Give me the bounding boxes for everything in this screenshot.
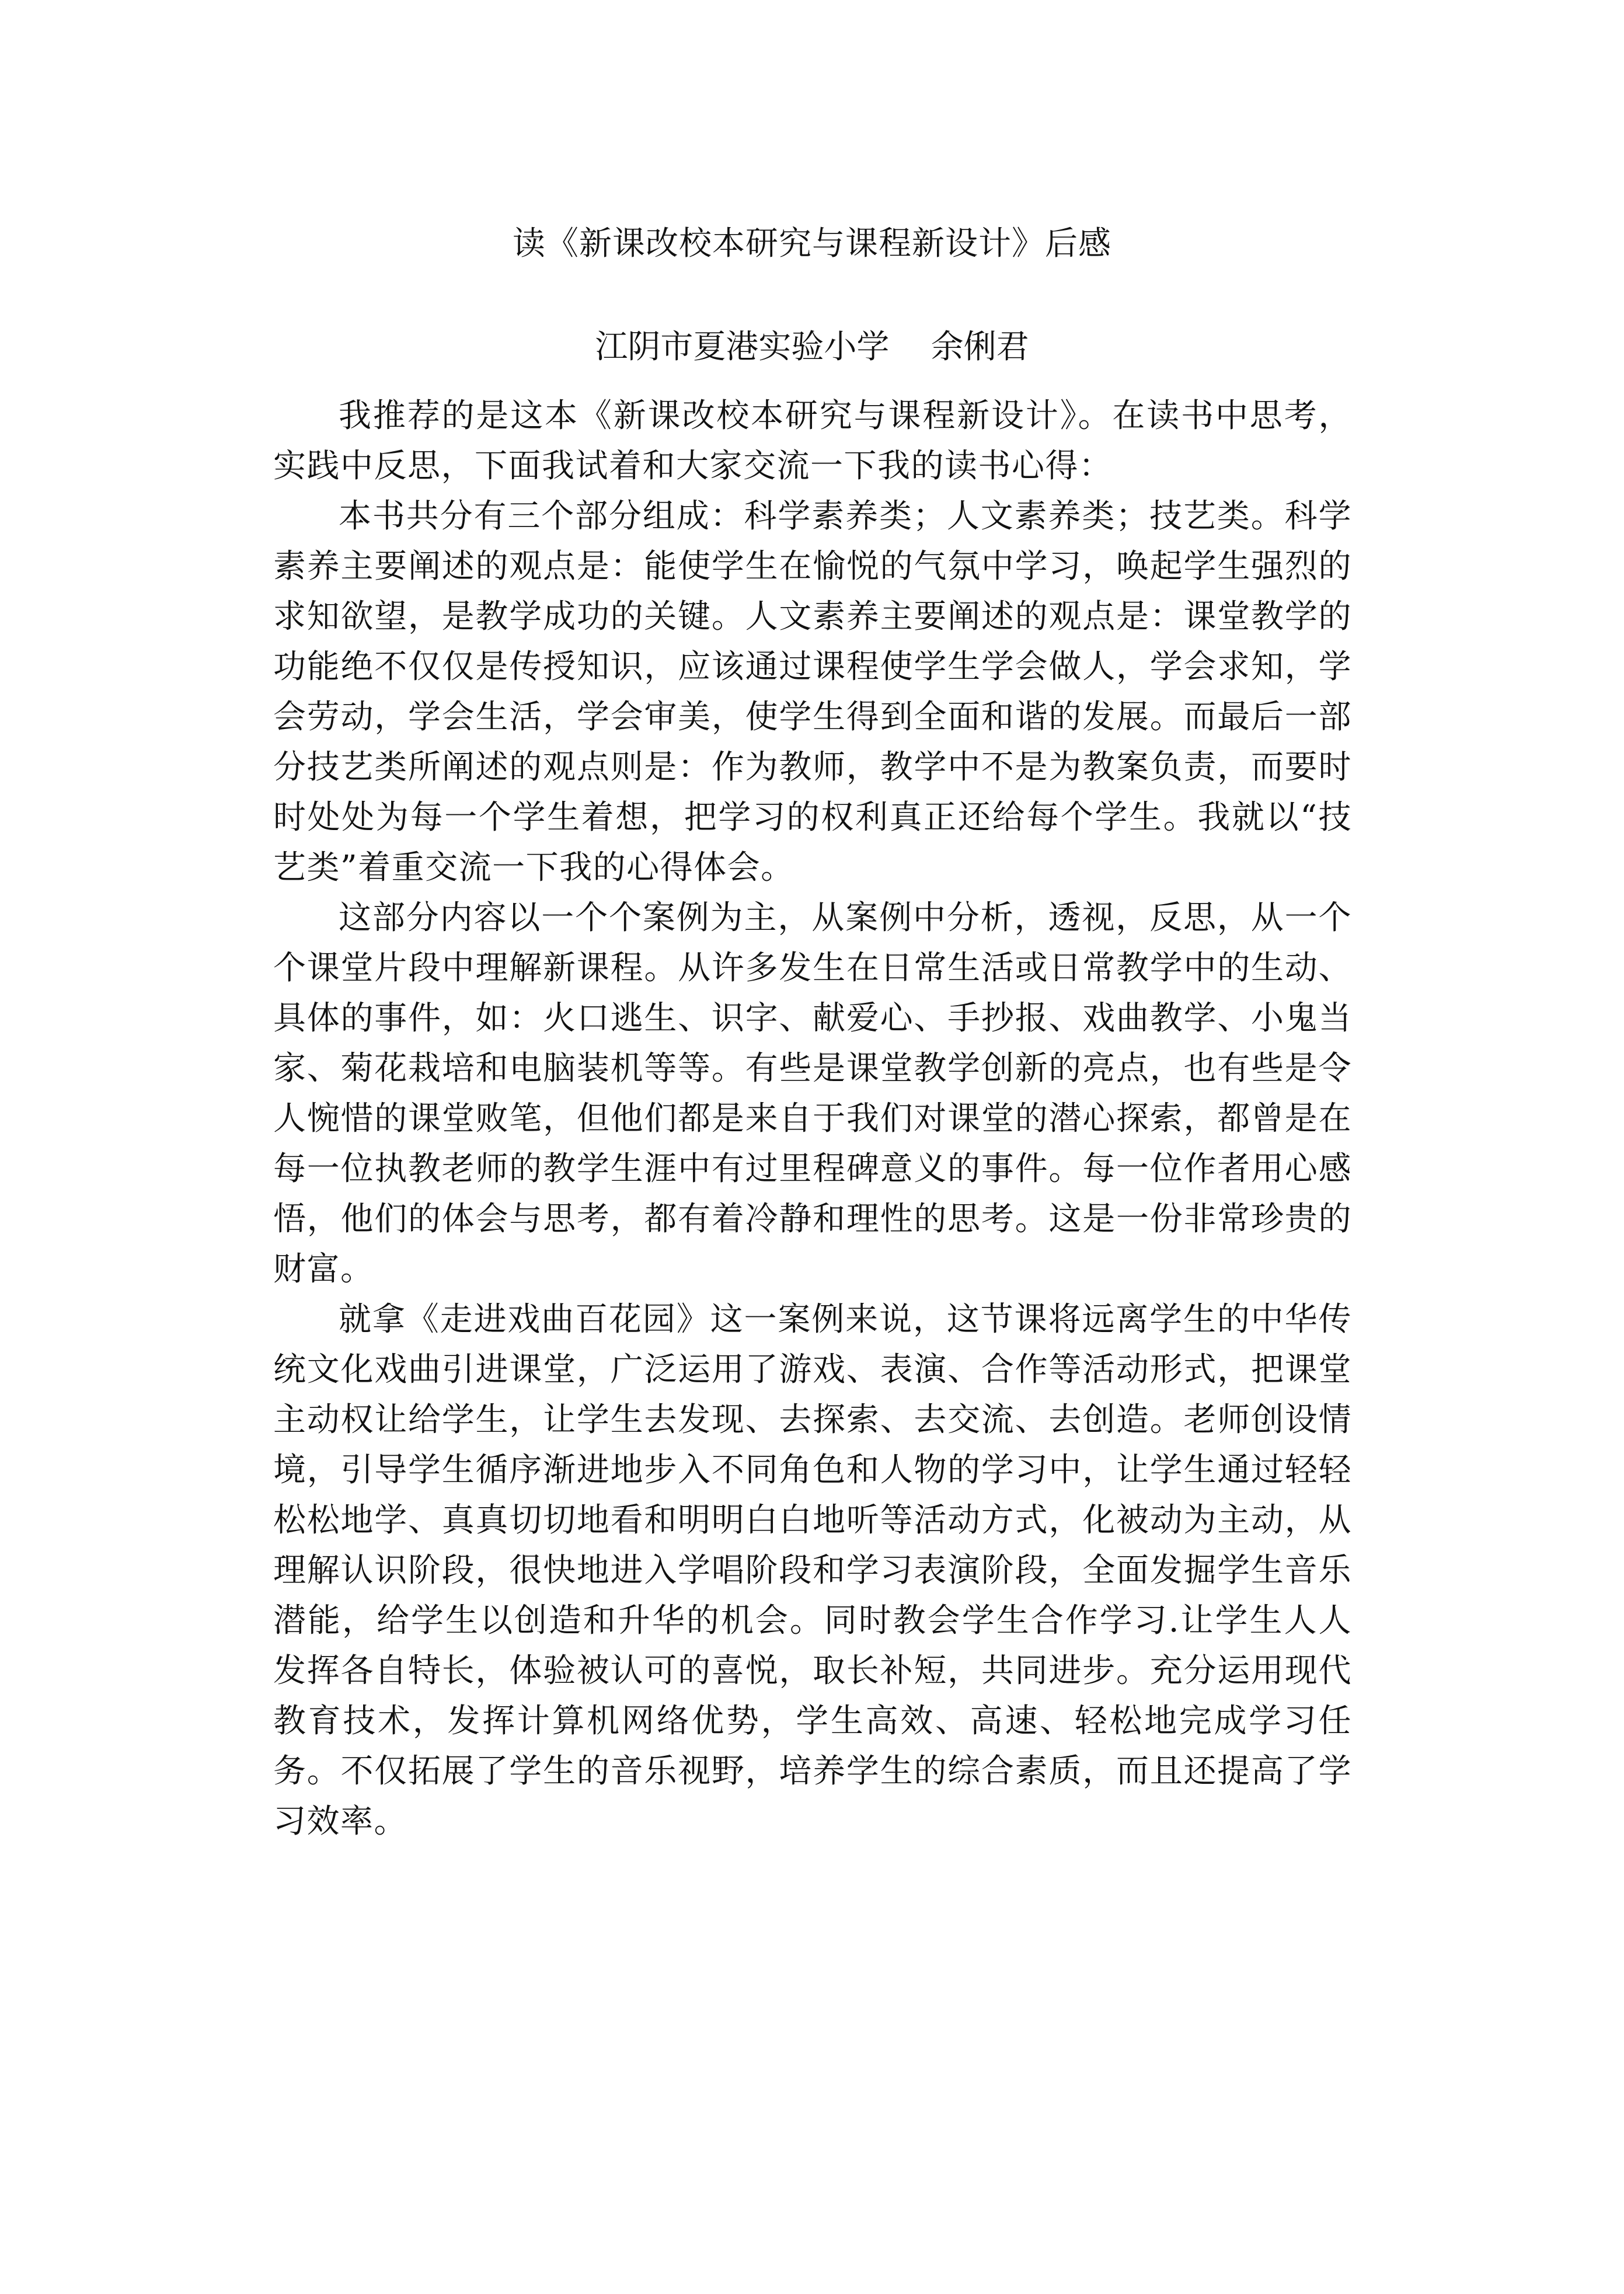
paragraph-3: 这部分内容以一个个案例为主，从案例中分析，透视，反思，从一个个课堂片段中理解新课程。从许多发生在日常生活或日常教学中的生动、具体的事件，如：火口逃生、识字、献爱心、手抄报、戏曲教学、小鬼当家、菊花栽培和电脑装机等等。有些是课堂教学创新的亮点，也有些是令人惋惜的课堂败笔，但他们都是来自于我们对课堂的潜心探索，都曾是在每一位执教老师的教学生涯中有过里程碑意义的事件。每一位作者用心感悟，他们的体会与思考，都有着冷静和理性的思考。这是一份非常珍贵的财富。	[273, 899, 1352, 1288]
author-line: 江阴市夏港实验小学 余俐君	[595, 328, 1029, 366]
paragraph-4: 就拿《走进戏曲百花园》这一案例来说，这节课将远离学生的中华传统文化戏曲引进课堂，广泛运用了游戏、表演、合作等活动形式，把课堂主动权让给学生，让学生去发现、去探索、去交流、去创造。老师创设情境，引导学生循序渐进地步入不同角色和人物的学习中，让学生通过轻轻松松地学、真真切切地看和明明白白地听等活动方式，化被动为主动，从理解认识阶段，很快地进入学唱阶段和学习表演阶段，全面发掘学生音乐潜能，给学生以创造和升华的机会。同时教会学生合作学习.让学生人人发挥各自特长，体验被认可的喜悦，取长补短，共同进步。充分运用现代教育技术，发挥计算机网络优势，学生高效、高速、轻松地完成学习任务。不仅拓展了学生的音乐视野，培养学生的综合素质，而且还提高了学习效率。	[273, 1301, 1352, 1840]
document-body	[273, 346, 1352, 1847]
paragraph-2: 本书共分有三个部分组成：科学素养类；人文素养类；技艺类。科学素养主要阐述的观点是：能使学生在愉悦的气氛中学习，唤起学生强烈的求知欲望，是教学成功的关键。人文素养主要阐述的观点是：课堂教学的功能绝不仅仅是传授知识，应该通过课程使学生学会做人，学会求知，学会劳动，学会生活，学会审美，使学生得到全面和谐的发展。而最后一部分技艺类所阐述的观点则是：作为教师，教学中不是为教案负责，而要时时处处为每一个学生着想，把学习的权利真正还给每个学生。我就以“技艺类”着重交流一下我的心得体会。	[273, 497, 1352, 887]
paragraph-1: 我推荐的是这本《新课改校本研究与课程新设计》。在读书中思考，实践中反思，下面我试着和大家交流一下我的读书心得：	[273, 397, 1352, 485]
document-title: 读《新课改校本研究与课程新设计》后感	[513, 225, 1111, 263]
